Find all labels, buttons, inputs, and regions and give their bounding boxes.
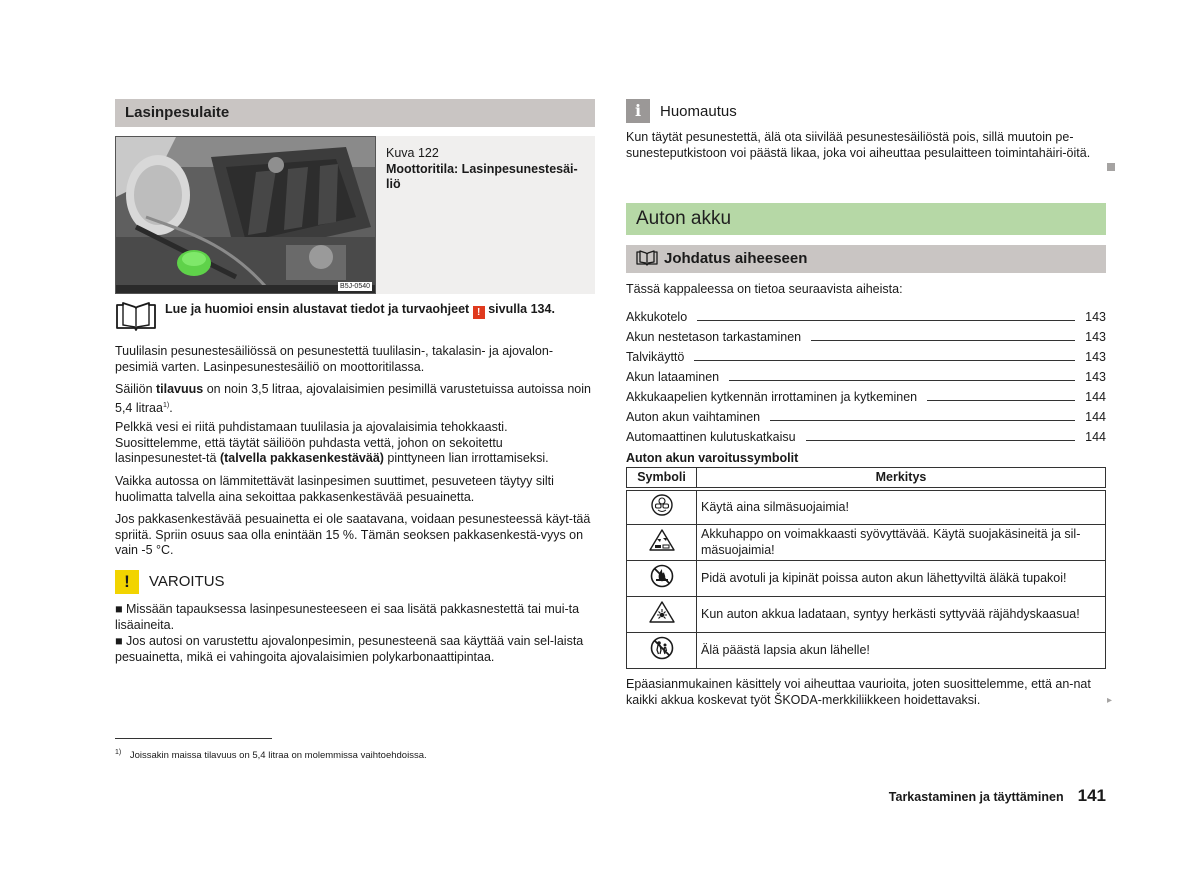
figure-caption	[386, 146, 586, 193]
footnote-mark: 1)	[115, 749, 122, 756]
page-number: 141	[1077, 786, 1106, 805]
paragraph-2: Säiliön tilavuus on noin 3,5 litraa, ajovalaisimien pesimillä varustetuissa autoissa noin 5,4 litraa$^{1)}$.	[115, 382, 591, 415]
section-title-lasinpesulaite: Lasinpesulaite	[115, 99, 595, 127]
figure-number: Kuva 122	[386, 146, 439, 160]
intro-text: Tässä kappaleessa on tietoa seuraavista aiheista:	[626, 282, 903, 296]
toc-item[interactable]: Akkukotelo 143	[626, 309, 1106, 324]
engine-bay-photo	[115, 136, 376, 294]
no-fire-icon	[650, 564, 674, 588]
toc-item[interactable]: Akun lataaminen 143	[626, 369, 1106, 384]
closing-text: Epäasianmukainen käsittely voi aiheuttaa vaurioita, joten suosittelemme, että an-nat kaikki akkua koskevat työt ŠKODA-merkkiliikkeen hoidettavaksi.	[626, 677, 1091, 707]
table-row	[627, 597, 1106, 633]
toc-list	[626, 305, 1106, 445]
goggles-icon	[651, 494, 673, 516]
read-note-text: Lue ja huomioi ensin alustavat tiedot ja turvaohjeet	[165, 302, 470, 316]
info-icon: i	[626, 99, 650, 123]
warning-icon: !	[115, 570, 139, 594]
warning-symbols-table	[626, 467, 1106, 669]
warning-item: ■ Jos autosi on varustettu ajovalonpesimin, pesunesteenä saa käyttää vain sel-laista pesuainetta, mikä ei vahingoita ajovalaisimien polykarbonaattipintaa.	[115, 634, 584, 664]
table-row	[627, 561, 1106, 597]
intro-header	[626, 245, 1106, 273]
table-row	[627, 525, 1106, 561]
table-title: Auton akun varoitussymbolit	[626, 451, 799, 465]
column-header-symbol: Symboli	[627, 468, 697, 488]
note-header	[626, 99, 1106, 125]
symbol-meaning: Akkuhappo on voimakkaasti syövyttävää. Käytä suojakäsineitä ja sil-mäsuojaimia!	[697, 525, 1106, 561]
footnote	[115, 747, 595, 762]
note-title: Huomautus	[660, 103, 737, 120]
paragraph-1: Tuulilasin pesunestesäiliössä on pesunestettä tuulilasin-, takalasin- ja ajovalon-pesimiä varten. Lasinpesunestesäiliö on moottoritilassa.	[115, 344, 553, 374]
column-header-meaning: Merkitys	[697, 468, 1106, 488]
footnote-divider	[115, 738, 272, 739]
toc-item[interactable]: Talvikäyttö 143	[626, 349, 1106, 364]
symbol-meaning: Älä päästä lapsia akun lähelle!	[697, 633, 1106, 669]
toc-item[interactable]: Automaattinen kulutuskatkaisu 144	[626, 429, 1106, 444]
table-header-row	[627, 468, 1106, 488]
chapter-title: Auton akku	[626, 203, 1106, 235]
intro-title: Johdatus aiheeseen	[664, 250, 808, 267]
warning-item: ■ Missään tapauksessa lasinpesunesteeseen ei saa lisätä pakkasnestettä tai mui-ta lisäaineita.	[115, 602, 580, 632]
toc-item[interactable]: Akun nestetason tarkastaminen 143	[626, 329, 1106, 344]
page-footer	[883, 788, 1106, 806]
section-end-mark	[1107, 163, 1115, 171]
book-icon	[115, 301, 157, 331]
corrosive-icon	[649, 529, 675, 551]
warning-mark-icon: !	[473, 306, 485, 319]
symbol-meaning: Pidä avotuli ja kipinät poissa auton akun lähettyviltä äläkä tupakoi!	[697, 561, 1106, 597]
figure-title: Moottoritila: Lasinpesunestesäi-liö	[386, 161, 578, 191]
image-label: B5J-0540	[340, 283, 370, 290]
table-row	[627, 491, 1106, 525]
note-text: Kun täytät pesunestettä, älä ota siivilää pesunestesäiliöstä pois, sillä muutoin pe-sunesteputkistoon voi päästä likaa, joka voi aiheuttaa pesulaitteen toimintahäiri-öitä.	[626, 130, 1091, 160]
warning-title: VAROITUS	[149, 573, 225, 590]
paragraph-3: Pelkkä vesi ei riitä puhdistamaan tuulilasia ja ajovalaisimia tehokkaasti. Suosittelemme, että täytät säiliöön puhdasta vettä, johon on sekoitettu lasinpesunestet-tä (talvella pakkasenkestävää) pinttyneen lian irrottamiseksi.	[115, 420, 549, 465]
paragraph-4: Vaikka autossa on lämmitettävät lasinpesimen suuttimet, pesuveteen täytyy silti huolimatta talvella aina sekoittaa pakkasenkestävää pesuainetta.	[115, 474, 554, 504]
toc-item[interactable]: Akkukaapelien kytkennän irrottaminen ja kytkeminen 144	[626, 389, 1106, 404]
continue-arrow-icon: ▸	[1107, 695, 1113, 706]
symbol-meaning: Käytä aina silmäsuojaimia!	[697, 491, 1106, 525]
explosive-icon	[649, 601, 675, 623]
open-book-icon	[636, 250, 658, 266]
footnote-text: Joissakin maissa tilavuus on 5,4 litraa on molemmissa vaihtoehdoissa.	[129, 750, 427, 762]
no-children-icon	[650, 636, 674, 660]
warning-header	[115, 570, 595, 596]
read-first-note	[115, 300, 595, 334]
table-row	[627, 633, 1106, 669]
toc-item[interactable]: Auton akun vaihtaminen 144	[626, 409, 1106, 424]
footnote-ref: 1)	[162, 401, 170, 409]
paragraph-5: Jos pakkasenkestävää pesuainetta ei ole saatavana, voidaan pesunesteessä käyt-tää spriitä. Spriin osuus saa olla enintään 15 %. Tämän seoksen pakkasenkestä-vyys on vain -5 °C.	[115, 512, 591, 557]
footer-section-title: Tarkastaminen ja täyttäminen	[888, 790, 1064, 804]
read-note-page: sivulla 134.	[488, 302, 555, 316]
symbol-meaning: Kun auton akkua ladataan, syntyy herkästi syttyvää räjähdyskaasua!	[697, 597, 1106, 633]
